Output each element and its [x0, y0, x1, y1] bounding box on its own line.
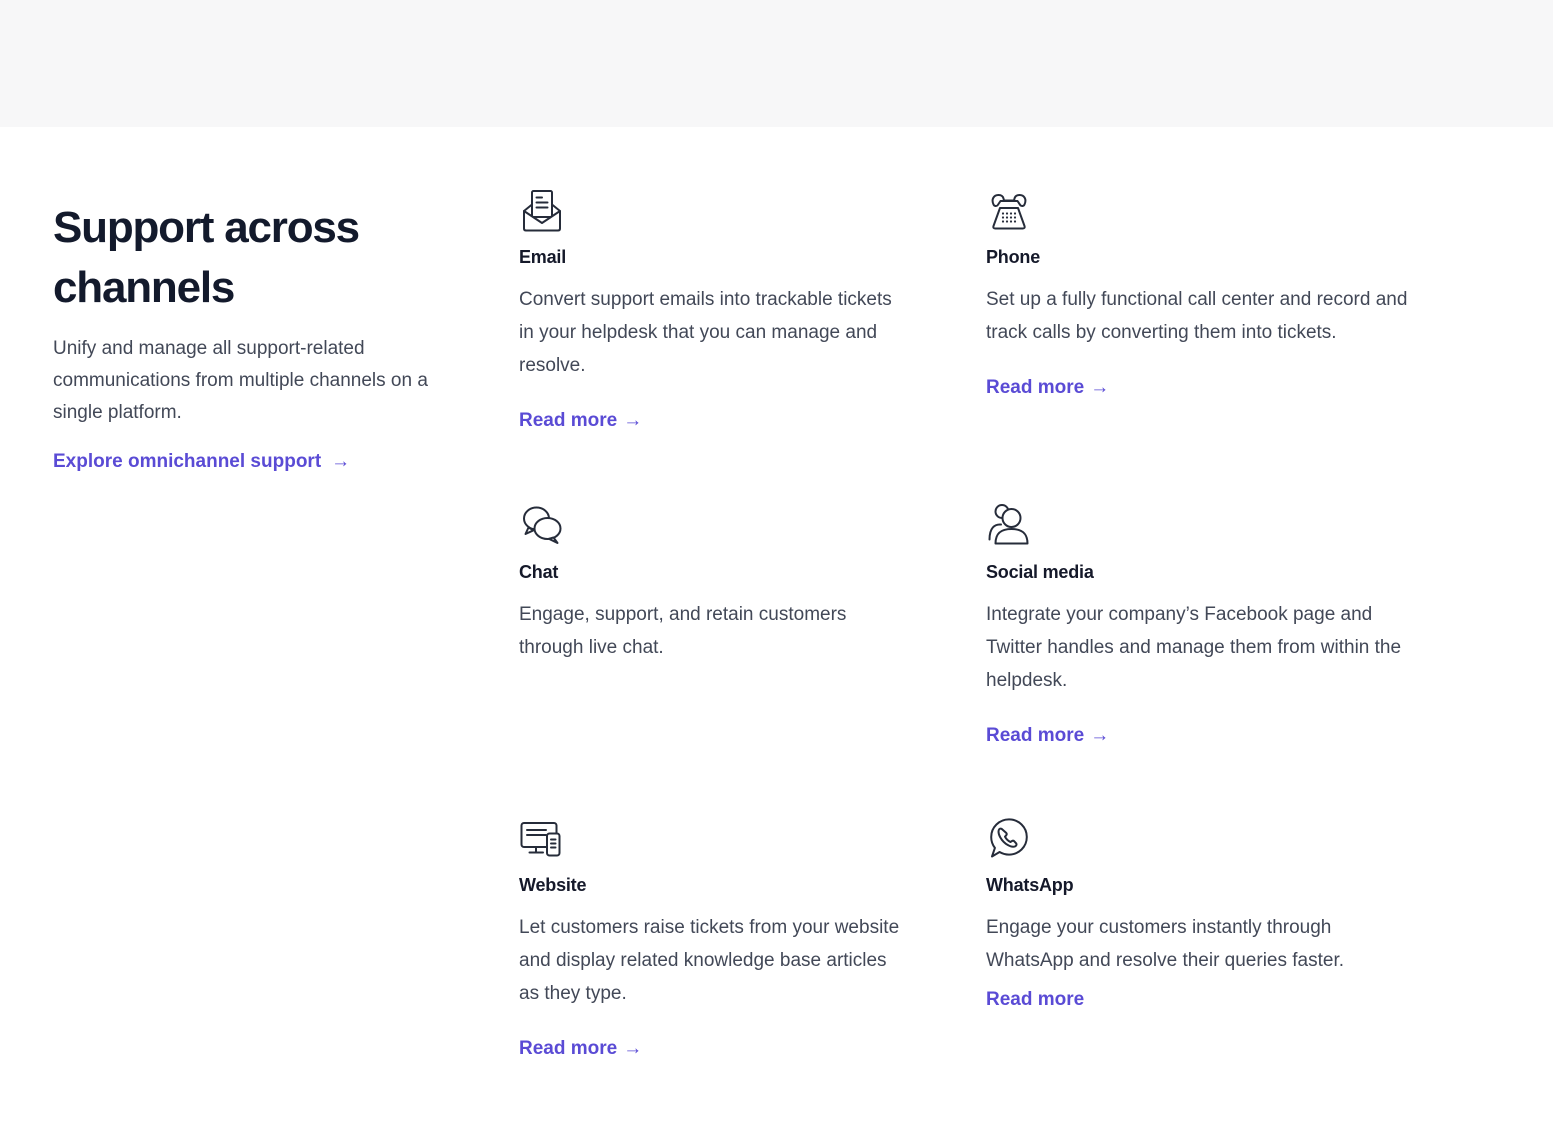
card-email — [519, 188, 951, 503]
card-title: Website — [519, 875, 587, 895]
cards-column-middle — [519, 188, 951, 1060]
card-phone — [986, 188, 1426, 503]
website-icon — [519, 816, 565, 862]
arrow-right-icon: → — [1090, 377, 1110, 398]
read-more-link[interactable] — [986, 725, 1109, 747]
card-description: Integrate your company’s Facebook page and Twitter handles and manage them from within the helpdesk. — [986, 604, 1402, 691]
read-more-label: Read more — [986, 725, 1085, 746]
support-channels-section — [0, 127, 1553, 1060]
read-more-label: Read more — [986, 989, 1085, 1010]
read-more-link[interactable] — [986, 989, 1090, 1011]
page-top-band — [0, 0, 1553, 127]
card-title: Email — [519, 247, 567, 267]
social-media-icon — [986, 503, 1032, 549]
card-chat — [519, 503, 951, 816]
card-title: WhatsApp — [986, 875, 1074, 895]
card-title: Social media — [986, 562, 1094, 582]
arrow-right-icon: → — [623, 410, 643, 431]
intro-description: Unify and manage all support-related communications from multiple channels on a single platform. — [53, 338, 428, 423]
intro-column — [53, 188, 466, 473]
card-description: Engage your customers instantly through WhatsApp and resolve their queries faster. — [986, 917, 1345, 971]
whatsapp-icon — [986, 816, 1032, 862]
page-title: Support across channels — [53, 203, 359, 312]
card-description: Engage, support, and retain customers through live chat. — [519, 604, 847, 658]
card-description: Convert support emails into trackable tickets in your helpdesk that you can manage and resolve. — [519, 289, 892, 376]
card-website — [519, 816, 951, 1060]
arrow-right-icon: → — [331, 451, 351, 472]
card-title: Chat — [519, 562, 559, 582]
read-more-link[interactable] — [986, 377, 1109, 399]
phone-icon — [986, 188, 1032, 234]
explore-omnichannel-link-label: Explore omnichannel support — [53, 451, 322, 472]
read-more-label: Read more — [986, 377, 1085, 398]
arrow-right-icon: → — [1090, 725, 1110, 746]
email-icon — [519, 188, 565, 234]
chat-icon — [519, 503, 565, 549]
card-social-media — [986, 503, 1426, 816]
read-more-link[interactable] — [519, 410, 642, 432]
card-whatsapp — [986, 816, 1426, 1011]
read-more-label: Read more — [519, 410, 618, 431]
cards-column-right — [986, 188, 1426, 1011]
card-title: Phone — [986, 247, 1041, 267]
read-more-link[interactable] — [519, 1038, 642, 1060]
arrow-right-icon: → — [623, 1038, 643, 1059]
card-description: Let customers raise tickets from your website and display related knowledge base articles as they type. — [519, 917, 900, 1004]
explore-omnichannel-link[interactable] — [53, 451, 350, 473]
read-more-label: Read more — [519, 1038, 618, 1059]
card-description: Set up a fully functional call center and record and track calls by converting them into tickets. — [986, 289, 1408, 343]
